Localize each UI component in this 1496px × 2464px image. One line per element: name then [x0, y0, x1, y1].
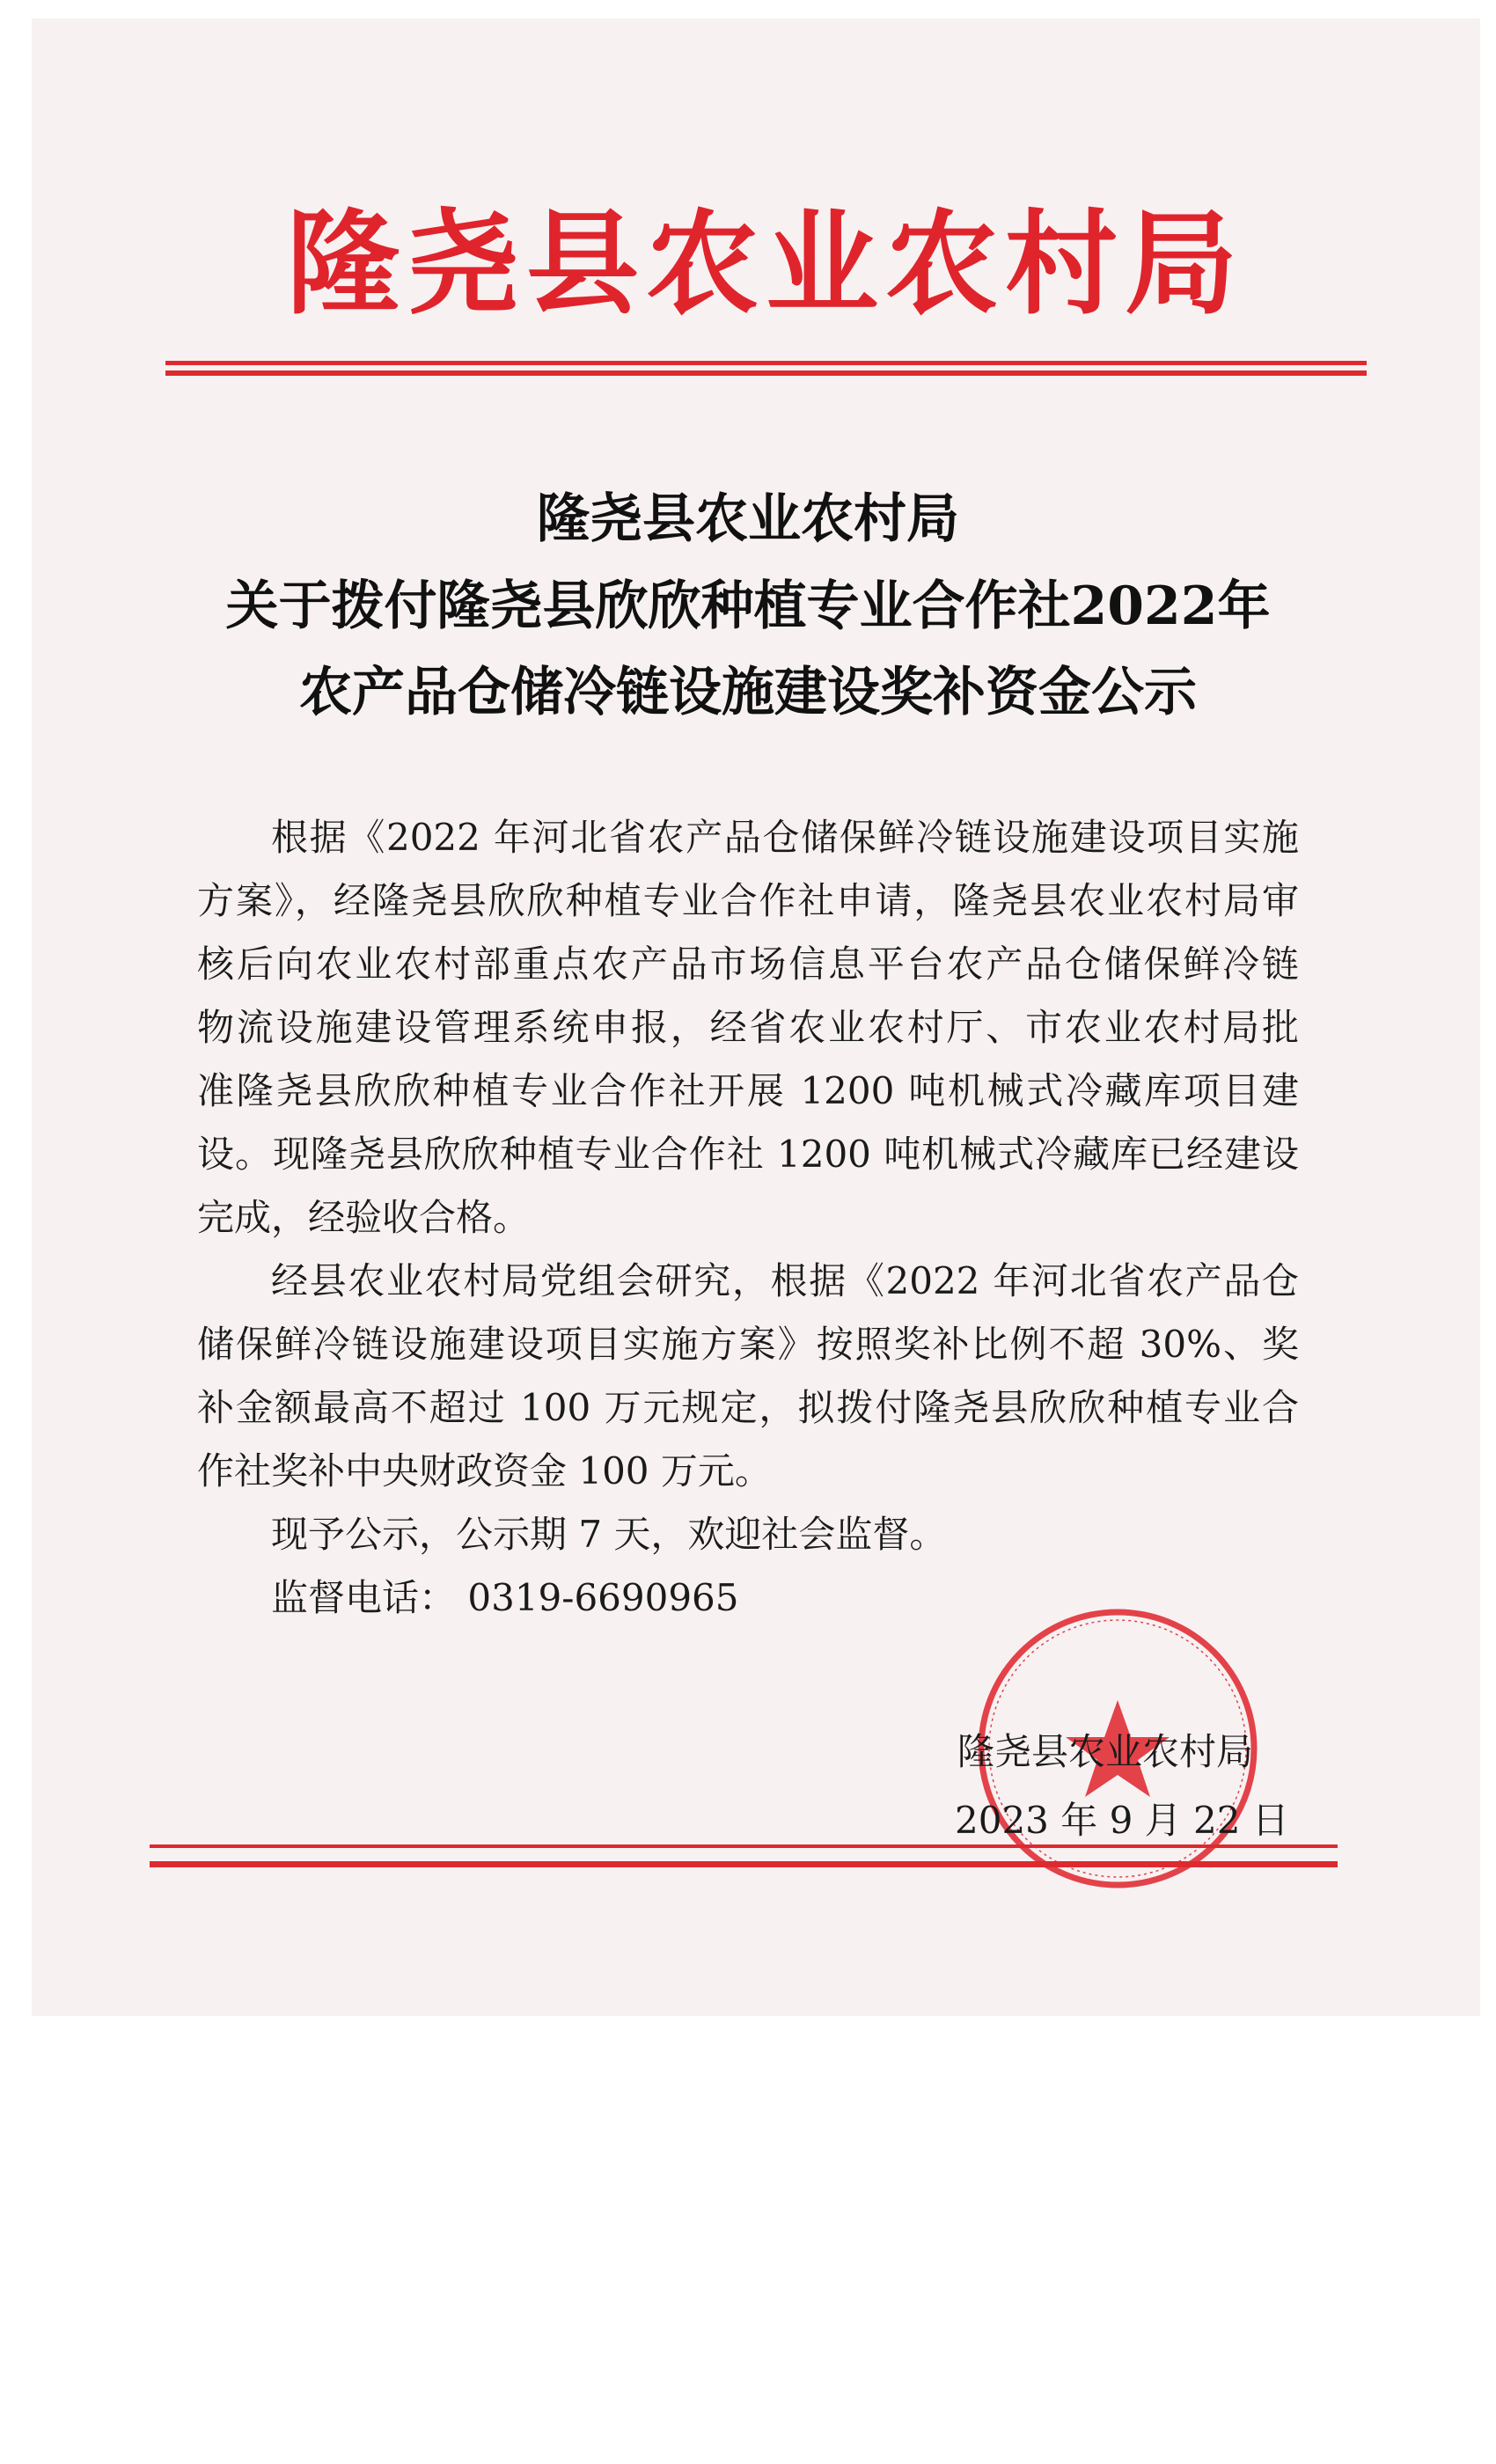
body-line: 经县农业农村局党组会研究，根据《2022 年河北省农产品仓 [271, 1259, 1299, 1302]
body-line: 准隆尧县欣欣种植专业合作社开展 1200 吨机械式冷藏库项目建 [197, 1069, 1299, 1112]
body-line: 补金额最高不超过 100 万元规定，拟拨付隆尧县欣欣种植专业合 [197, 1386, 1299, 1429]
signature-date: 2023 年 9 月 22 日 [955, 1799, 1289, 1842]
footer-divider-thick [150, 1861, 1338, 1867]
notice-period: 现予公示，公示期 7 天，欢迎社会监督。 [271, 1513, 947, 1556]
notice-title-line-3: 农产品仓储冷链设施建设奖补资金公示 [299, 662, 1197, 723]
body-line: 储保鲜冷链设施建设项目实施方案》按照奖补比例不超 30%、奖 [197, 1323, 1299, 1366]
phone-label: 监督电话： [271, 1576, 457, 1619]
notice-title-line-2: 关于拨付隆尧县欣欣种植专业合作社2022年 [225, 576, 1271, 637]
header-divider-thick [165, 370, 1367, 376]
body-line: 物流设施建设管理系统申报，经省农业农村厅、市农业农村局批 [197, 1006, 1299, 1049]
header-divider-thin [165, 361, 1367, 365]
notice-body [197, 814, 1299, 1638]
body-line: 方案》，经隆尧县欣欣种植专业合作社申请，隆尧县农业农村局审 [197, 879, 1299, 922]
phone-number: 0319-6690965 [467, 1576, 739, 1619]
notice-title-line-1: 隆尧县农业农村局 [537, 488, 959, 550]
body-line: 核后向农业农村部重点农产品市场信息平台农产品仓储保鲜冷链 [197, 942, 1299, 986]
body-line: 设。现隆尧县欣欣种植专业合作社 1200 吨机械式冷藏库已经建设 [197, 1133, 1299, 1176]
body-line: 根据《2022 年河北省农产品仓储保鲜冷链设施建设项目实施 [271, 816, 1299, 859]
signature-org: 隆尧县农业农村局 [957, 1730, 1254, 1773]
body-line: 完成，经验收合格。 [197, 1196, 531, 1239]
body-line: 作社奖补中央财政资金 100 万元。 [197, 1449, 772, 1492]
footer-divider-thin [150, 1844, 1338, 1848]
organization-header: 隆尧县农业农村局 [286, 198, 1244, 330]
